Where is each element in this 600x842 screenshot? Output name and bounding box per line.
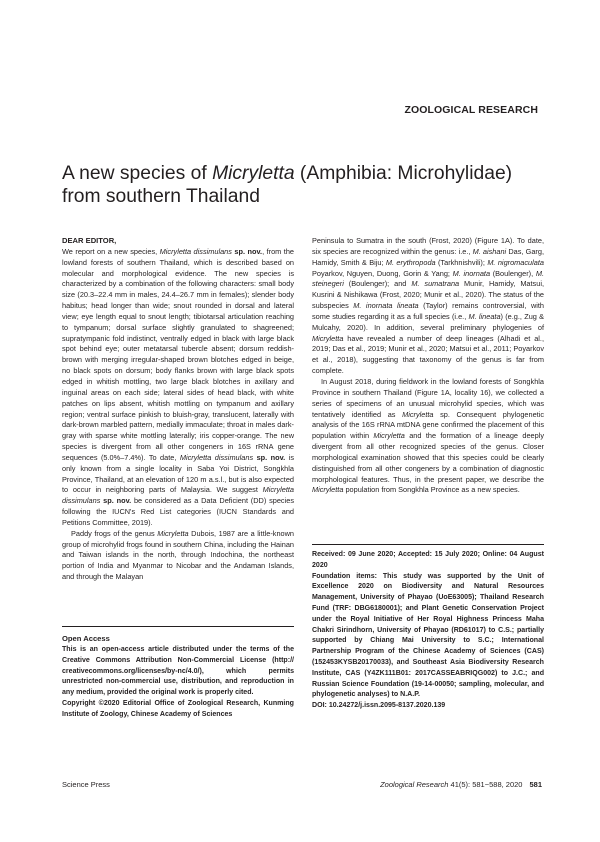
title-suffix: (Amphibia: Microhylidae) [294,163,513,184]
species-name: M. erythropoda [385,257,436,267]
paragraph-fieldwork [312,377,544,496]
genus-name: Micryletta [157,528,189,538]
article-metadata [312,544,544,712]
text-span: (Taylor) remains controversial, with some studies regarding it as a full species (i.e., [312,301,545,321]
text-span: have revealed a number of deep lineages (Alhadi et al., 2019; Das et al., 2019; Munir et al., 2020; Matsui et al., 2011; Poyarkov et al., 2018), suggesting that taxonomy of the genus is far from complete. [312,333,544,376]
text-span: is only known from a single locality in Saba Yoi District, Songkhla Province, Thailand, at an elevation of 120 m a.s.l., but is also expected to occur in neighboring parts of Malaysia. We suggest [62,452,295,495]
text-span: We report on a new species, [62,246,160,256]
page-number: 581 [529,780,542,789]
title-genus: Micryletta [212,163,295,184]
text-span: (Tarkhnishvili); [435,257,488,267]
text-span: (Boulenger); and [343,279,412,289]
genus-name: Micryletta [312,333,344,343]
journal-name: ZOOLOGICAL RESEARCH [404,104,538,116]
text-span: Paddy frogs of the genus [71,528,158,538]
left-column [62,236,294,583]
paragraph-abstract [62,247,294,529]
species-name: Micryletta dissimulans [159,246,232,256]
copyright: Copyright ©2020 Editorial Office of Zoological Research, Kunming Institute of Zoology, Chinese Academy of Sciences [62,699,294,718]
species-name: M. lineata [468,311,501,321]
received-dates: Received: 09 June 2020; Accepted: 15 July 2020; Online: 04 August 2020 [312,551,544,569]
text-span: Dubois, 1987 are a little-known group of microhylid frogs found in southern China, including the Hainan and Taiwan islands in the north, through Indochina, the northeast portion of India and Myanmar to Nicobar and the Andaman Islands, and through the Malayan [62,528,294,582]
divider [312,544,544,545]
footer-journal: Zoological Research [380,780,449,789]
species-name: M. inornata lineata [353,301,419,311]
species-name: M. nigromaculata [487,257,544,267]
divider [62,626,294,627]
text-span: and the formation of a lineage deeply divergent from all other recognized species of the genus. Closer morphological examination showed that this species could be clearly distinguished from all other congeners by a combination of diagnostic morphological features. Thus, in the present paper, we describe the [312,431,545,484]
open-access-box [62,626,294,721]
text-span: Poyarkov, Nguyen, Duong, Gorin & Yang; [312,268,453,278]
footer-citation [380,780,542,789]
species-name: Micryletta dissimulans [179,452,254,462]
sp-nov: sp. nov. [231,246,263,256]
genus-name: Micryletta [402,409,434,419]
text-span: population from Songkhla Province as a new species. [343,485,520,495]
text-span: In August 2018, during fieldwork in the lowland forests of Songkhla Province in southern Thailand (Figure 1A, locality 16), we collected a series of specimens of an unusual microhylid species, which was tentatively identified as [312,376,544,419]
title-line2: from southern Thailand [62,186,260,207]
open-access-text: This is an open-access article distributed under the terms of the Creative Commons Attribution Non-Commercial License (http:// creativecommons.org/licenses/by-nc/4.0/), which permits unrestricted non-commercial use, distribution, and reproduction in any medium, provided the original work is properly cited. [62,646,294,697]
paragraph-intro [62,529,294,583]
genus-name: Micryletta [312,485,344,495]
genus-name: Micryletta [373,431,405,441]
sp-nov: sp. nov. [100,496,132,506]
article-title [62,162,552,208]
species-name: M. inornata [452,268,491,278]
sp-nov: sp. nov. [253,452,286,462]
doi: DOI: 10.24272/j.issn.2095-8137.2020.139 [312,702,446,710]
species-name: M. aishani [472,246,507,256]
text-span: Munir, Hamidy, Matsui, Kusrini & Nishikawa (Frost, 2020; Munir et al., 2020). The status of the subspecies [312,279,544,311]
text-span: Das, Garg, Hamidy, Smith & Biju; [312,246,544,267]
right-column [312,236,544,496]
species-name: Micryletta dissimulans [62,485,294,506]
foundation-items: Foundation items: This study was supported by the Unit of Excellence 2020 on Biodiversity and Natural Resources Management, University of Phayao (UoE63005); Thailand Research Fund (TRF: DBG6180001); and Plant Genetic Conservation Project under the Royal Initiative of Her Royal Highness Princess Maha Chakri Sirindhorn, University of Phayao (RD61017) to C.S.; partially supported by Chiang Mai University to S.C.; International Partnership Program of the Chinese Academy of Sciences (CAS) (152453KYSB20170033), and Southeast Asia Biodiversity Research Institute, CAS (Y4ZK111B01: 2017CASSEABRIQG002) to J.C.; and Russian Science Foundation (19-14-00050; sampling, molecular, and phylogenetic analyses) to N.A.P. [312,572,544,699]
text-span: Peninsula to Sumatra in the south (Frost, 2020) (Figure 1A). To date, six species are recognized within the genus: i.e., [312,236,544,256]
text-span: ) (e.g., Zug & Mulcahy, 2020). In addition, several preliminary phylogenies of [312,311,544,332]
footer-publisher: Science Press [62,780,110,789]
title-prefix: A new species of [62,163,213,184]
species-name: M. sumatrana [411,279,460,289]
text-span: (Boulenger), [490,268,536,278]
paragraph-species-list [312,236,544,377]
open-access-heading: Open Access [62,634,110,643]
text-span: be considered as a Data Deficient (DD) species following the IUCN's Red List categories (IUCN Standards and Petitions Committee, 2019). [62,496,294,527]
text-span: , from the lowland forests of southern Thailand, which is described based on molecular and morphological evidence. The new species is characterized by a combination of the following characters: small body size (20.3–22.4 mm in males, 24.4–26.7 mm in females); slender body habitus; head longer than wide; snout rounded in dorsal and lateral view; eye length equal to snout length; tibiotarsal articulation reaching to tympanum; dorsal surface slightly granulated to shagreened; supratympanic fold indistinct, ventrally edged in black with large black spot behind eye; outer metatarsal tubercle absent; dorsum reddish-brown with merging irregular-shaped brown blotches edged in beige, no black spots on dorsum; body flanks brown with large black spots edged in whitish mottling, two large black blotches in axillary and inguinal areas on each side; lateral sides of head black, with white patches on lips absent, whitish mottling on tympanum and axillary region; ventral surface pinkish to bluish-gray, translucent, laterally with dark-brown marbled pattern, medially immaculate; throat in males dark-gray with sparse white mottling laterally; iris copper-orange. The new species is divergent from all other congeners in 16S rRNA gene sequences (5.0%–7.4%). To date, [62,246,294,462]
greeting: DEAR EDITOR, [62,236,117,245]
species-name: M. steinegeri [312,268,544,289]
text-span: sp. Consequent phylogenetic analysis of the 16S rRNA mtDNA gene confirmed the placement of this population within [312,409,544,441]
footer-volume: 41(5): 581−588, 2020 [448,780,523,789]
